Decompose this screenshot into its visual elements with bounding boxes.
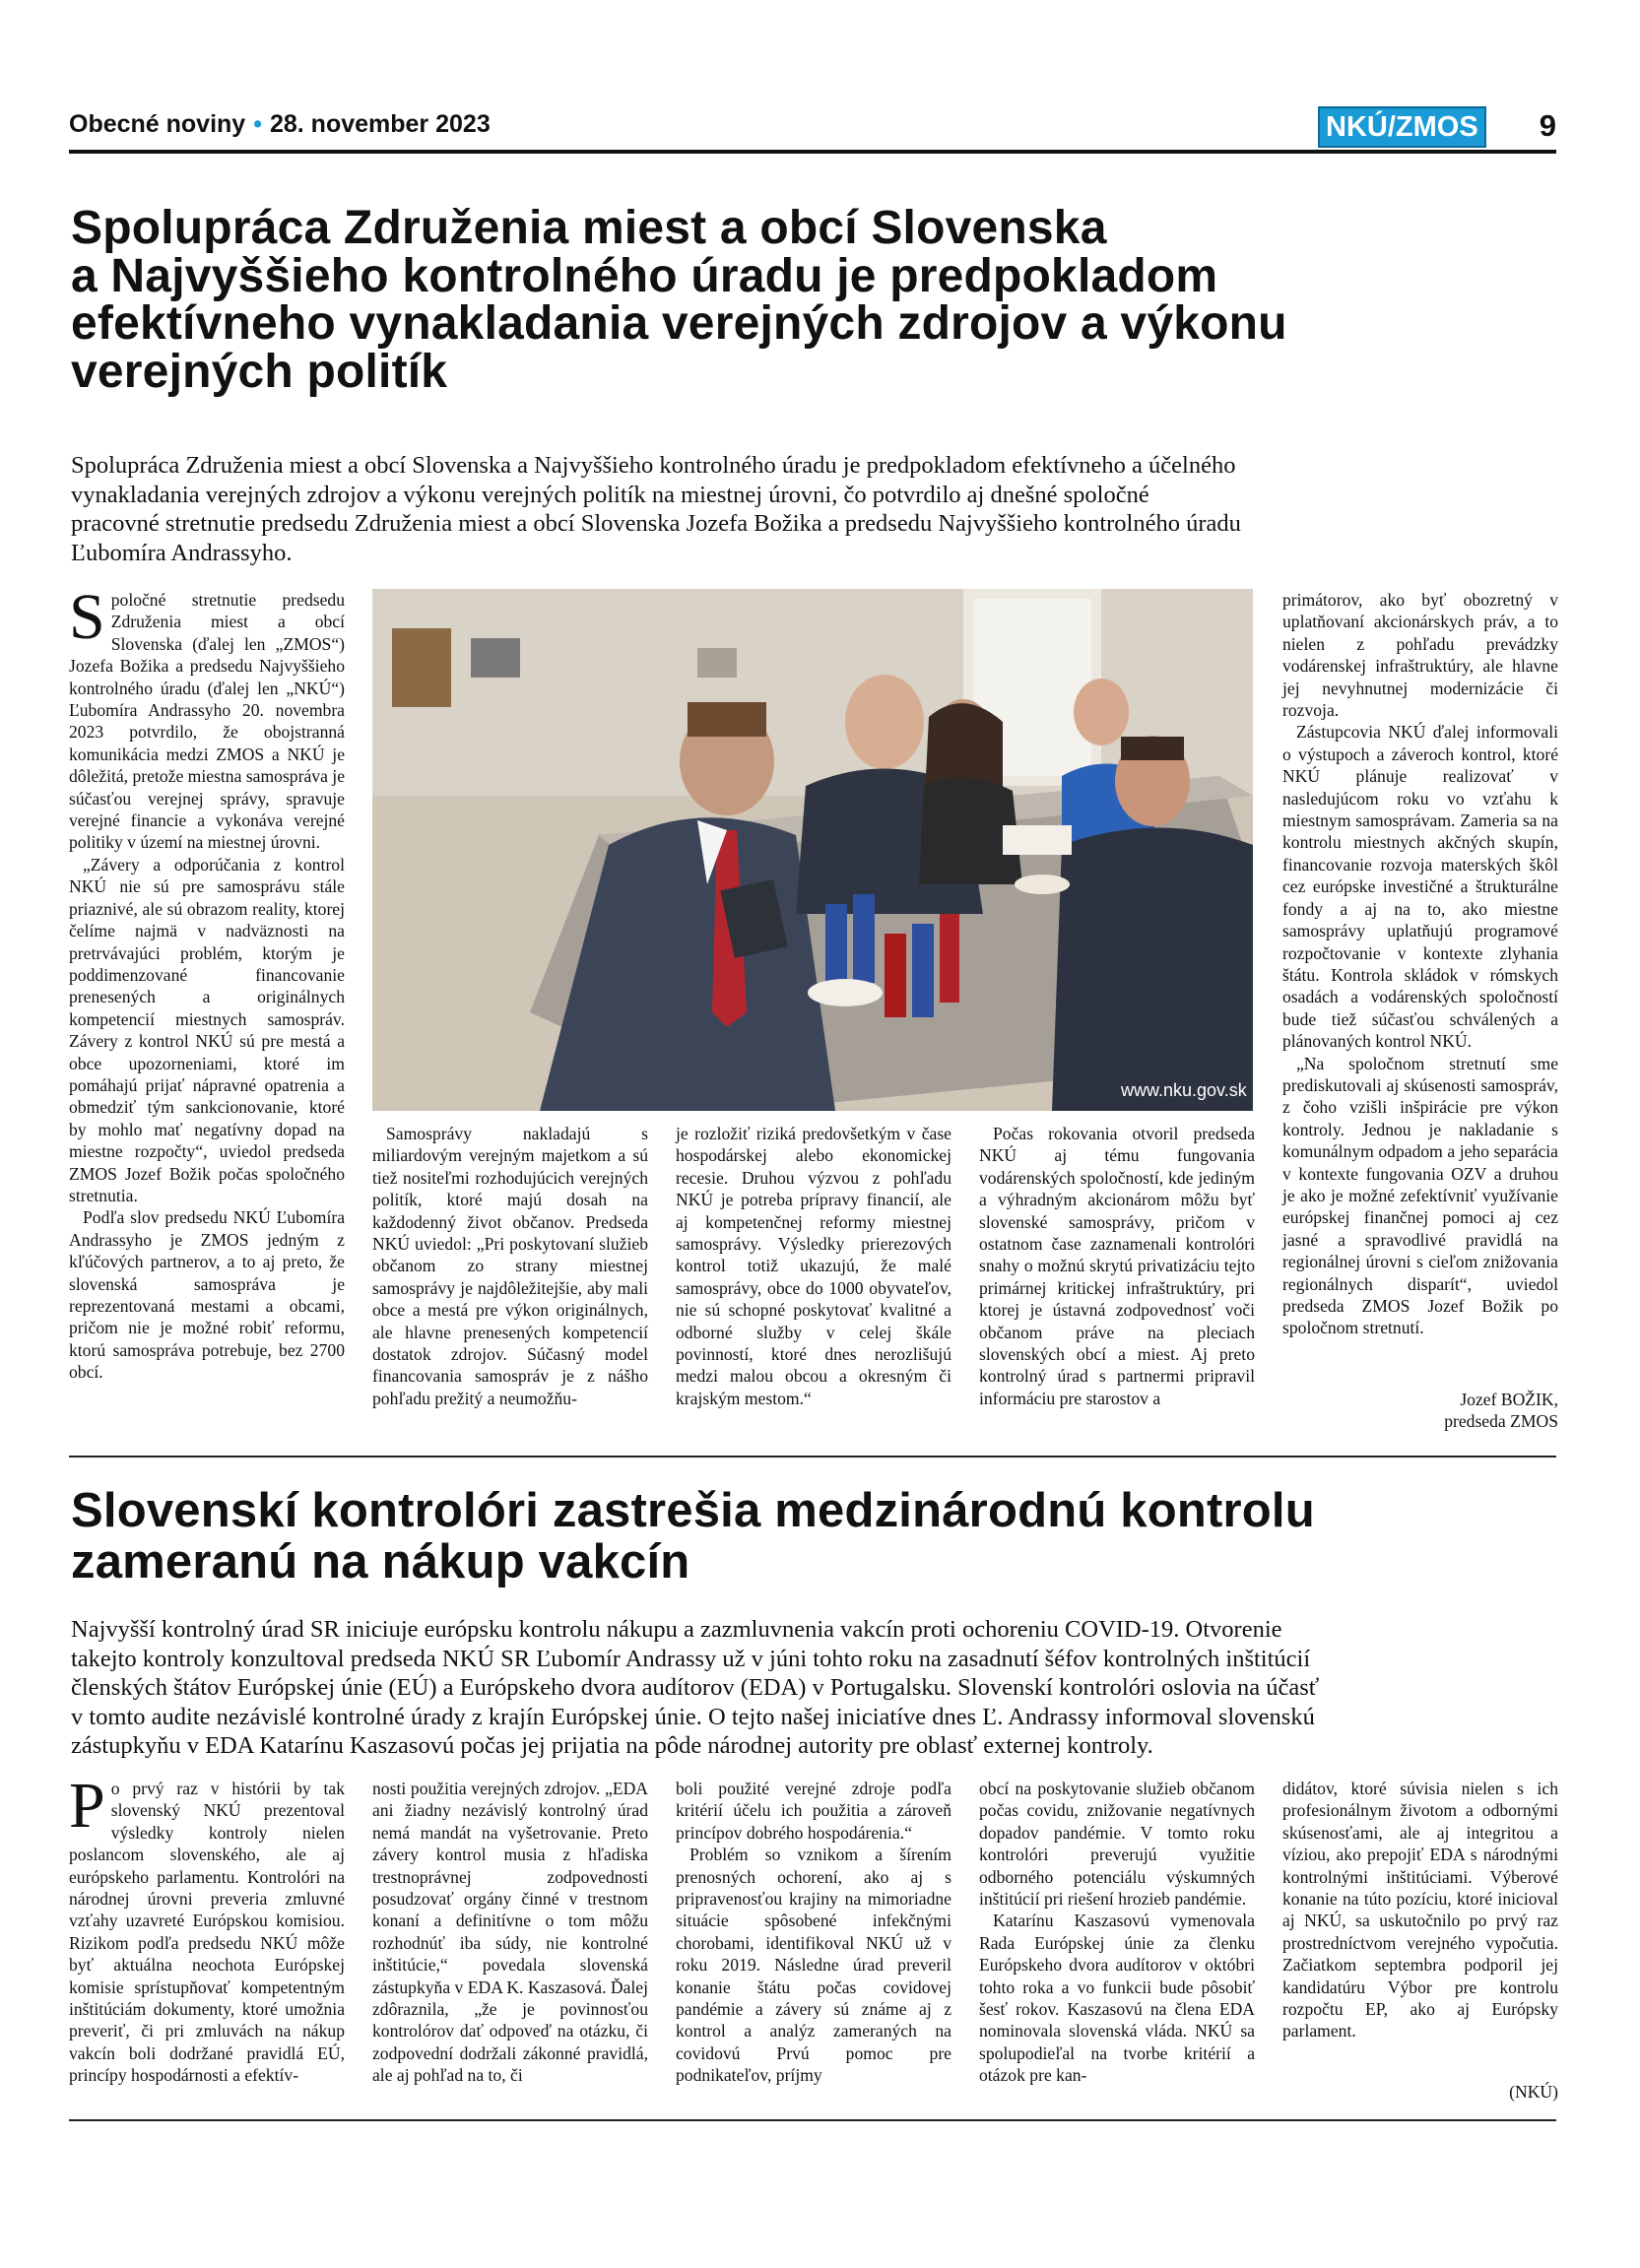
meeting-photo: [372, 589, 1253, 1111]
article1-column-2: [372, 1123, 648, 1409]
article2-headline: [71, 1485, 1315, 1588]
paragraph: Zástupcovia NKÚ ďalej informovali o výstupoch a záveroch kontrol, ktoré NKÚ plánuje realizovať v nasledujúcom roku vo vzťahu k miestnym samosprávam. Zameria sa na kontrolu miestnych akčných skupín, financovanie rozvoja materských škôl cez európske investičné a štrukturálne fondy a aj na to, ako miestne samosprávy uplatňujú programové rozpočtovanie v kontexte zlyhania štátu. Kontrola skládok v rómskych osadách a vodárenských spoločností bude tiež súčasťou schválených a plánovaných kontrol NKÚ.: [1282, 722, 1558, 1052]
publication-name: Obecné noviny: [69, 110, 246, 138]
article1-column-1: [69, 581, 345, 1384]
paragraph: „Na spoločnom stretnutí sme prediskutovali aj skúsenosti samospráv, z čoho vzišli inšpirácie pre výkon kontroly. Jednou je nakladanie s komunálnym odpadom a jeho separácia v kontexte fungovania OZV a druhou je ako je možné zefektívniť využívanie európskej finančnej pomoci aj cez jasné a spravodlivé pravidlá na regionálnej úrovni s cieľom znižovania regionálnych disparít“, uviedol predseda ZMOS Jozef Božik po spoločnom stretnutí.: [1282, 1053, 1558, 1338]
lead-line: v tomto audite nezávislé kontrolné úrady z krajín Európskej únie. O tejto našej iniciatíve dnes Ľ. Andrassy informoval slovenskú: [71, 1703, 1315, 1730]
meeting-photo-illustration: [372, 589, 1253, 1111]
separator-dot: •: [253, 110, 262, 138]
article1-headline: [71, 202, 1287, 398]
lead-line: pracovné stretnutie predsedu Združenia miest a obcí Slovenska Jozefa Božika a predsedu Najvyššieho kontrolného úradu: [71, 510, 1241, 537]
page-number: 9: [1539, 108, 1556, 143]
issue-date: 28. november 2023: [269, 110, 491, 138]
photo-credit: www.nku.gov.sk: [1121, 1080, 1247, 1100]
article1-signature: [1282, 1389, 1558, 1433]
lead-line: vynakladania verejných zdrojov a výkonu verejných politík na miestnej úrovni, čo potvrdilo aj dnešné spoločné: [71, 481, 1149, 508]
paragraph: „Závery a odporúčania z kontrol NKÚ nie sú pre samosprávu stále priaznivé, ale sú obrazom reality, ktorej čelíme najmä v nadväznosti na pretrvávajúci problém, ktorým je poddimenzované financovanie prenesených a originálnych kompetencií miestnych samospráv. Závery z kontrol NKÚ sú pre mestá a obce upozorneniami, ktoré im pomáhajú prijať nápravné opatrenia a obmedziť tým sankcionovanie, ktoré by mohlo mať negatívny dopad na miestne rozpočty“, uviedol predseda ZMOS Jozef Božik počas spoločného stretnutia.: [69, 854, 345, 1205]
paragraph: nosti použitia verejných zdrojov. „EDA ani žiadny nezávislý kontrolný úrad nemá mandát na vyšetrovanie. Preto závery kontrol musia z hľadiska trestnoprávnej zodpovednosti posudzovať orgány činné v trestnom konaní a definitívne o tom môžu rozhodnúť iba súdy, nie kontrolné inštitúcie,“ povedala slovenská zástupkyňa v EDA K. Kaszasová. Ďalej zdôraznila, „že je povinnosťou kontrolórov dať odpoveď na otázku, či zodpovední dodržali zákonné pravidlá, ale aj pohľad na to, či: [372, 1779, 648, 2086]
paragraph: [69, 1770, 345, 2087]
paragraph: [69, 581, 345, 854]
paragraph: Počas rokovania otvoril predseda NKÚ aj tému fungovania vodárenských spoločností, kde jediným a výhradným akcionárom môžu byť slovenské samosprávy, pričom v ostatnom čase zaznamenali kontrolóri snahy o možnú skrytú privatizáciu tejto primárnej kritickej infraštruktúry, pri ktorej je ústavná zodpovednosť voči občanom práve na pleciach slovenských obcí a miest. Aj preto kontrolný úrad s partnermi pripravil informáciu pre starostov a: [979, 1124, 1255, 1408]
article1-column-3: [676, 1123, 951, 1409]
paragraph-text: poločné stretnutie predsedu Združenia miest a obcí Slovenska (ďalej len „ZMOS“) Jozefa Božika a predsedu Najvyššieho kontrolného úradu (ďalej len „NKÚ“) Ľubomíra Andrassyho 20. novembra 2023 potvrdilo, že obojstranná komunikácia medzi ZMOS a NKÚ je dôležitá, pretože miestna samospráva je súčasťou verejnej správy, spravuje verejné financie a vykonáva verejné politiky v území na miestnej úrovni.: [69, 590, 345, 853]
article2-column-4: [979, 1778, 1255, 2087]
paragraph: primátorov, ako byť obozretný v uplatňovaní akcionárskych práv, a to nielen z pohľadu prevádzky vodárenskej infraštruktúry, ale hlavne jej nevyhnutnej modernizácie či rozvoja.: [1282, 590, 1558, 721]
headline-line: a Najvyššieho kontrolného úradu je predpokladom: [71, 249, 1218, 302]
article2-column-2: [372, 1778, 648, 2087]
lead-line: členských štátov Európskej únie (EÚ) a Európskeho dvora audítorov (EDA) v Portugalsku. Slovenskí kontrolóri oslovia na účasť: [71, 1674, 1320, 1701]
paragraph: boli použité verejné zdroje podľa kritérií účelu ich použitia a zároveň princípov dobrého hospodárenia.“: [676, 1779, 951, 1843]
article2-column-5: [1282, 1778, 1558, 2042]
article-divider: [69, 1456, 1556, 1458]
page-header: [69, 106, 1556, 150]
lead-line: Najvyšší kontrolný úrad SR iniciuje európsku kontrolu nákupu a zazmluvnenia vakcín proti ochoreniu COVID-19. Otvorenie: [71, 1616, 1282, 1643]
headline-line: zameranú na nákup vakcín: [71, 1535, 690, 1588]
header-rule: [69, 150, 1556, 154]
paragraph: Problém so vznikom a šírením prenosných ochorení, ako aj s pripravenosťou krajiny na mimoriadne situácie spôsobené infekčnými chorobami, identifikoval NKÚ už v roku 2019. Následne úrad preveril konanie štátu počas covidovej pandémie a závery sú známe aj z kontrol a analýz zameraných na covidovú Prvú pomoc pre podnikateľov, príjmy: [676, 1845, 951, 2086]
publication-line: [69, 110, 491, 139]
paragraph: Podľa slov predsedu NKÚ Ľubomíra Andrassyho je ZMOS jedným z kľúčových partnerov, a to aj preto, že slovenská samospráva je reprezentovaná mestami a obcami, pričom nie je možné robiť reformu, ktorú samospráva potrebuje, bez 2700 obcí.: [69, 1207, 345, 1383]
signature-role: predseda ZMOS: [1444, 1411, 1558, 1432]
drop-cap: P: [69, 1770, 105, 1842]
article1-column-4: [979, 1123, 1255, 1409]
lead-line: takejto kontroly konzultoval predseda NKÚ SR Ľubomír Andrassy už v júni tohto roku na zasadnutí šéfov kontrolných inštitúcií: [71, 1645, 1311, 1672]
bottom-rule: [69, 2119, 1556, 2121]
paragraph: Samosprávy nakladajú s miliardovým verejným majetkom a sú tiež nositeľmi rozhodujúcich verejných politík, ktoré majú dosah na každodenný život občanov. Predseda NKÚ uviedol: „Pri poskytovaní služieb občanom zo strany miestnej samosprávy je najdôležitejšie, aby mali obce a mestá pre výkon originálnych, ale hlavne prenesených kompetencií dostatok zdrojov. Súčasný model financovania samospráv je z nášho pohľadu prežitý a neumožňu-: [372, 1124, 648, 1408]
article2-signature: (NKÚ): [1509, 2082, 1558, 2102]
lead-line: Ľubomíra Andrassyho.: [71, 539, 293, 566]
section-tag: NKÚ/ZMOS: [1318, 106, 1486, 148]
paragraph: Katarínu Kaszasovú vymenovala Rada Európskej únie za členku Európskeho dvora audítorov v októbri tohto roka a vo funkcii bude pôsobiť šesť rokov. Kaszasovú na člena EDA nominovala slovenská vláda. NKÚ sa spolupodieľal na tvorbe kritérií a otázok pre kan-: [979, 1911, 1255, 2086]
paragraph: je rozložiť riziká predovšetkým v čase hospodárskej alebo ekonomickej recesie. Druhou výzvou z pohľadu NKÚ je potreba prípravy financií, ale aj kompetenčnej reformy miestnej samosprávy. Výsledky prierezových kontrol totiž ukazujú, že malé samosprávy, obce do 1000 obyvateľov, nie sú schopné poskytovať kvalitné a odborné služby v celej škále povinností, ktoré dnes nerozlišujú medzi malou obcou a okresným či krajským mestom.“: [676, 1124, 951, 1408]
headline-line: verejných politík: [71, 345, 448, 398]
paragraph: didátov, ktoré súvisia nielen s ich profesionálnym životom a odbornými skúsenosťami, ale aj integritou a víziou, ako prepojiť EDA s národnými kontrolnými inštitúciami. Výberové konanie na túto pozíciu, ktoré inicioval aj NKÚ, sa uskutočnilo po prvý raz prostredníctvom verejného vypočutia. Začiatkom septembra podporil jej kandidatúru Výbor pre kontrolu rozpočtu EP, ako aj Európsky parlament.: [1282, 1779, 1558, 2041]
lead-line: Spolupráca Združenia miest a obcí Slovenska a Najvyššieho kontrolného úradu je predpokladom efektívneho a účelného: [71, 452, 1236, 479]
paragraph-text: o prvý raz v histórii by tak slovenský NKÚ prezentoval výsledky kontroly nielen poslancom slovenského, ale aj európskeho parlamentu. Kontrolóri na národnej úrovni preveria zmluvné vzťahy uzavreté Európskou komisiou. Rizikom podľa predsedu NKÚ môže byť aktuálna neochota Európskej komisie sprístupňovať kompetentným inštitúciám dokumenty, ktoré umožnia preveriť, či pri zmluvách na nákup vakcín boli dodržané pravidlá EÚ, princípy hospodárnosti a efektív-: [69, 1779, 345, 2086]
signature-name: Jozef BOŽIK,: [1460, 1390, 1558, 1409]
lead-line: zástupkyňu v EDA Katarínu Kaszasovú počas jej prijatia na pôde národnej autority pre oblasť externej kontroly.: [71, 1732, 1153, 1759]
headline-line: Slovenskí kontrolóri zastrešia medzinárodnú kontrolu: [71, 1484, 1315, 1537]
article2-lead: [71, 1615, 1560, 1761]
article2-column-1: [69, 1770, 345, 2087]
article1-column-5: [1282, 589, 1558, 1339]
drop-cap: S: [69, 581, 105, 653]
paragraph: obcí na poskytovanie služieb občanom počas covidu, znižovanie negatívnych dopadov pandémie. V tomto roku kontrolóri preverujú využitie odborného potenciálu výskumných inštitúcií pri riešení hrozieb pandémie.: [979, 1779, 1255, 1910]
article2-column-3: [676, 1778, 951, 2087]
headline-line: efektívneho vynakladania verejných zdrojov a výkonu: [71, 297, 1287, 350]
article1-lead: [71, 451, 1560, 567]
headline-line: Spolupráca Združenia miest a obcí Slovenska: [71, 202, 1107, 254]
